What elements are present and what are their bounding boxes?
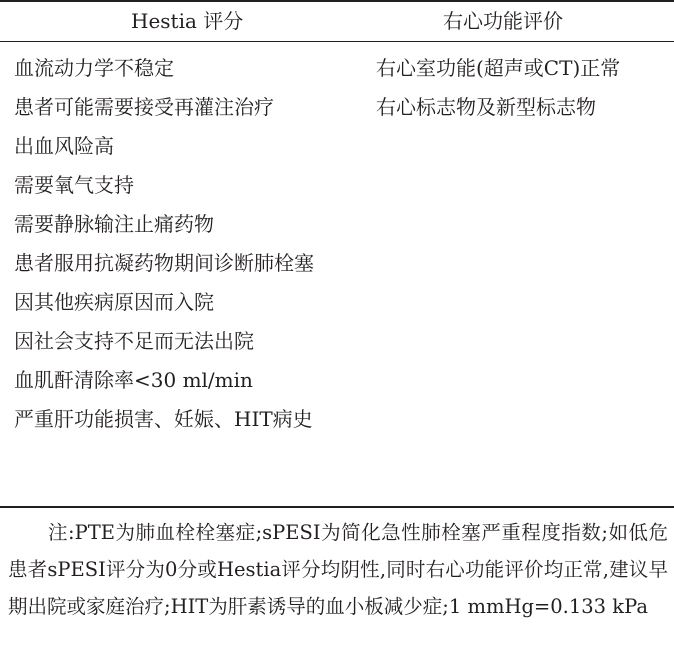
- hestia-criterion-oxygen-support: 需要氧气支持: [14, 173, 134, 197]
- table-footnote: 注:PTE为肺血栓栓塞症;sPESI为简化急性肺栓塞严重程度指数;如低危患者sPESI评分为0分或Hestia评分均阴性,同时右心功能评价均正常,建议早期出院或家庭治疗;HIT为肝素诱导的血小板减少症;1 mmHg=0.133 kPa: [8, 521, 668, 618]
- hestia-criterion-bleeding-risk: 出血风险高: [14, 134, 114, 158]
- hestia-criterion-reperfusion: 患者可能需要接受再灌注治疗: [14, 95, 274, 119]
- hestia-criterion-liver-pregnancy-hit: 严重肝功能损害、妊娠、HIT病史: [14, 407, 313, 431]
- right-heart-biomarkers: 右心标志物及新型标志物: [376, 95, 596, 119]
- hestia-criterion-iv-analgesia: 需要静脉输注止痛药物: [14, 212, 214, 236]
- right-heart-evaluation-column: [376, 52, 666, 130]
- table-header-rule: [0, 41, 674, 42]
- hestia-criterion-pe-on-anticoagulation: 患者服用抗凝药物期间诊断肺栓塞: [14, 251, 314, 275]
- hestia-criterion-other-admission-reason: 因其他疾病原因而入院: [14, 290, 214, 314]
- hestia-criteria-column: [14, 52, 344, 442]
- hestia-criterion-hemodynamic-instability: 血流动力学不稳定: [14, 56, 174, 80]
- hestia-criterion-social-support: 因社会支持不足而无法出院: [14, 329, 254, 353]
- hestia-criterion-creatinine-clearance: 血肌酐清除率<30 ml/min: [14, 368, 253, 392]
- table-top-rule: [0, 0, 674, 2]
- header-hestia-score: Hestia 评分: [131, 9, 244, 33]
- right-heart-function-normal: 右心室功能(超声或CT)正常: [376, 56, 621, 80]
- header-right-heart-evaluation: 右心功能评价: [443, 9, 563, 33]
- table-bottom-rule: [0, 506, 674, 508]
